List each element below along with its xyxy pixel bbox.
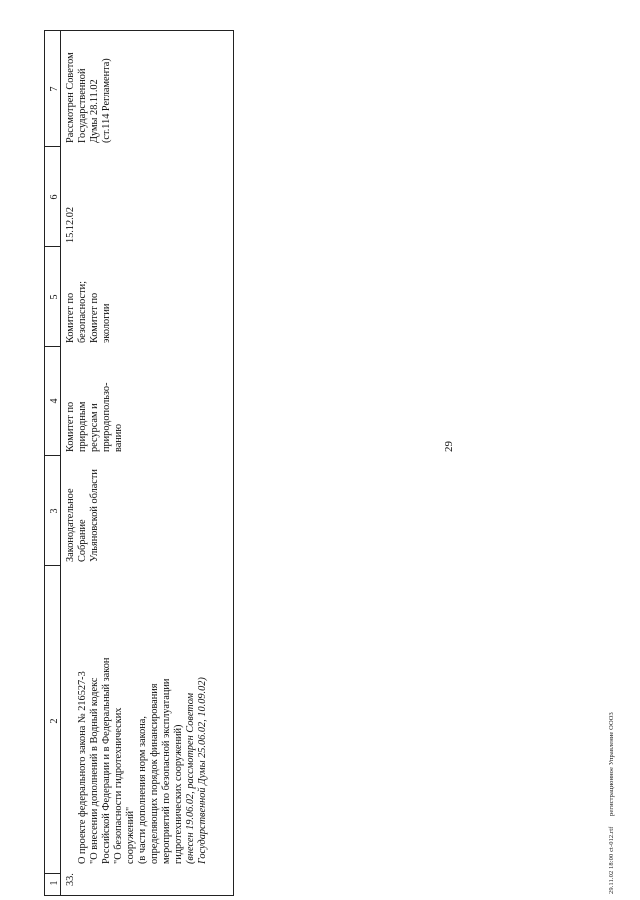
bill-title: О проекте федерального закона № 216527-3 "О внесении дополнений в Водный кодекс Российской Федерации и в Федеральный закон "О безопасности гидротехнических сооружений" (в части дополнения норм закона, определяющих порядок финансирования мероприятий по безопасной эксплуатации гидротехнических сооружений) <box>77 657 184 864</box>
responsible-committee: Комитет по природным ресурсам и природопользо- ванию <box>65 382 124 452</box>
bill-description <box>65 564 221 864</box>
header-col-2: 2 <box>49 718 60 724</box>
bill-table <box>44 30 234 896</box>
header-col-1: 1 <box>49 880 60 886</box>
page-number: 29 <box>443 441 455 452</box>
status-note: Рассмотрен Советом Государственной Думы 28.11.02 (ст.114 Регламента) <box>65 52 112 143</box>
header-col-3: 3 <box>49 508 60 514</box>
header-col-5: 5 <box>49 294 60 300</box>
header-col-4: 4 <box>49 398 60 404</box>
co-committees: Комитет по безопасности; Комитет по экологии <box>65 281 112 343</box>
bill-submission-note: (внесен 19.06.02, рассмотрен Советом Государственной Думы 25.06.02, 10.09.02) <box>185 677 208 864</box>
row-number: 33. <box>65 873 76 886</box>
footer-timestamp: 29.11.02 18:00 ct-012.rtf <box>608 826 615 894</box>
planned-date: 15.12.02 <box>65 206 76 243</box>
footer-department: регистрационное Управление ООО3 <box>608 712 615 816</box>
initiator: Законодательное Собрание Ульяновской области <box>65 469 100 562</box>
header-col-6: 6 <box>49 194 60 200</box>
header-col-7: 7 <box>49 86 60 92</box>
